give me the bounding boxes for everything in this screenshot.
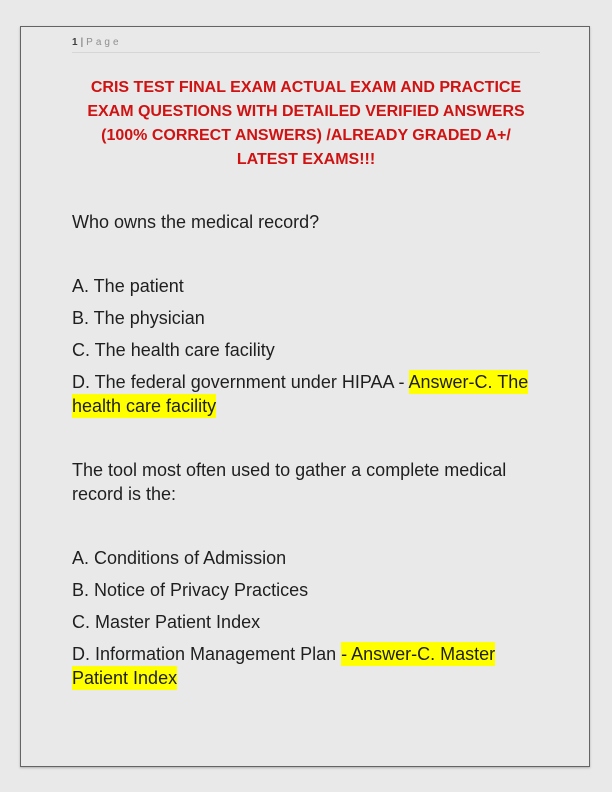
highlighted-answer-text: - Answer-C. Master Patient Index [72,644,496,688]
question-1-option-a [72,274,540,298]
option-text: B. Notice of Privacy Practices [72,580,309,600]
question-1-prompt: Who owns the medical record? [72,212,320,232]
option-text: C. Master Patient Index [72,612,261,632]
question-2-option-c [72,610,540,634]
header-page-label: Page [86,37,122,48]
header-rule [72,52,540,53]
page-header [72,36,540,49]
header-separator: | [80,37,84,48]
question-block-2 [72,458,540,690]
page-number: 1 [72,37,78,48]
highlighted-answer-text: Answer-C. The health care facility [72,372,529,416]
question-1-option-c [72,338,540,362]
question-2-option-b [72,578,540,602]
question-1-option-b [72,306,540,330]
question-block-1 [72,210,540,418]
option-text: A. Conditions of Admission [72,548,287,568]
option-text: C. The health care facility [72,340,275,360]
question-2-option-a [72,546,540,570]
question-2-option-d-with-answer [72,642,540,690]
option-text: D. The federal government under HIPAA - [72,372,409,392]
document-page [20,26,590,767]
question-2-prompt: The tool most often used to gather a complete medical record is the: [72,460,507,504]
document-title: CRIS TEST FINAL EXAM ACTUAL EXAM AND PRACTICE EXAM QUESTIONS WITH DETAILED VERIFIED ANSWERS (100% CORRECT ANSWERS) /ALREADY GRADED A+/ LATEST EXAMS!!! [87,79,525,168]
option-text: B. The physician [72,308,205,328]
option-text: A. The patient [72,276,184,296]
question-1-option-d-with-answer [72,370,540,418]
option-text: D. Information Management Plan [72,644,342,664]
